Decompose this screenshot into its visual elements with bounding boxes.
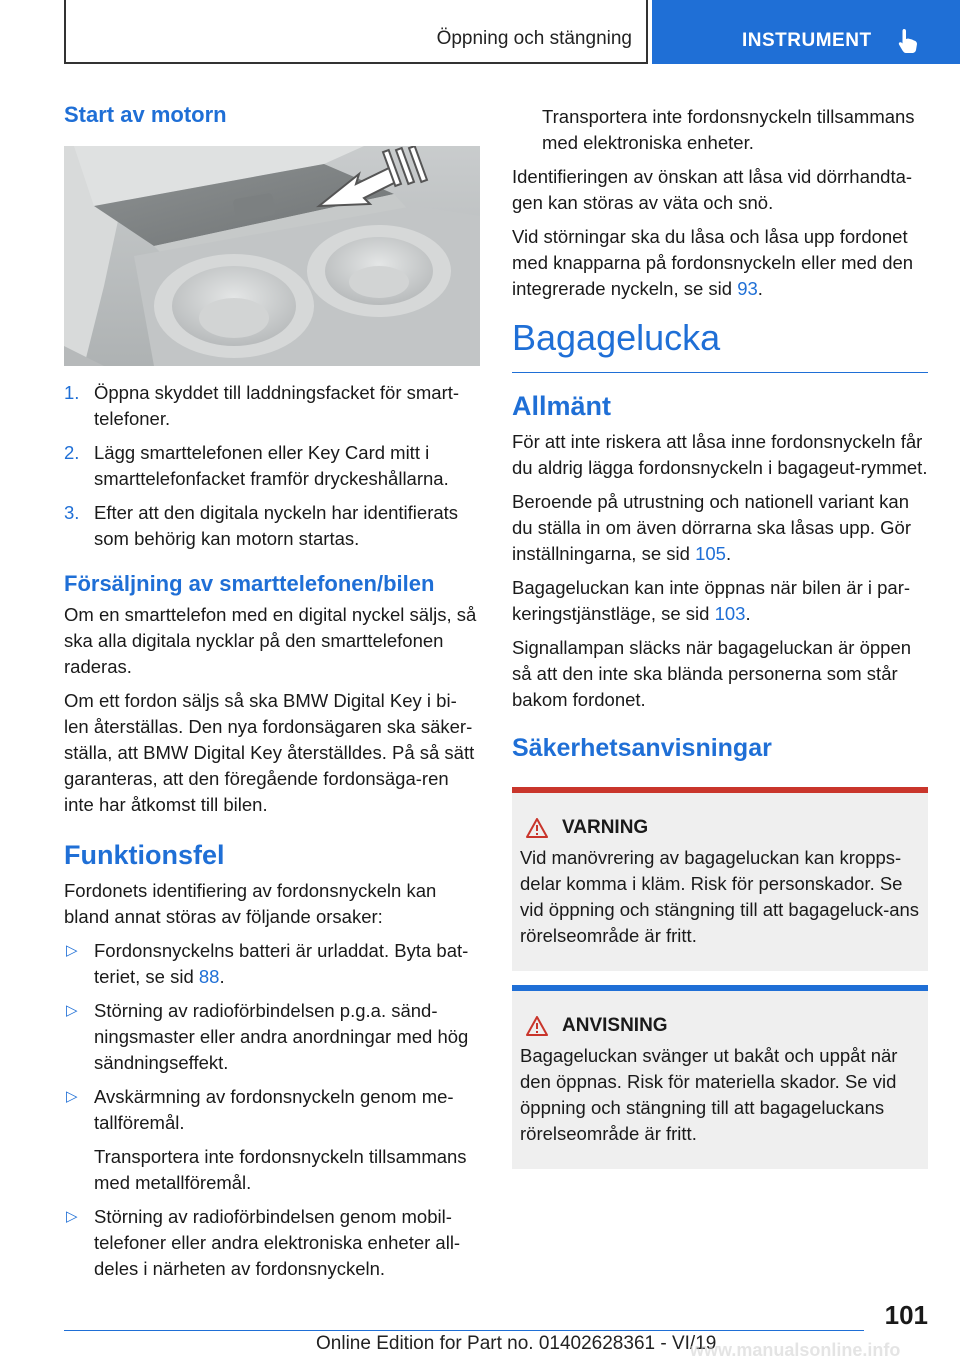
general-paragraph: För att inte riskera att låsa inne fordonsnyckeln får du aldrig lägga fordonsnyckeln i bagageut-rymmet. [512, 431, 928, 478]
sale-paragraph-2: Om ett fordon säljs så ska BMW Digital Key i bi-len återställas. Den nya fordonsägaren ska säker-ställa, att BMW Digital Key återställdes. På så sätt garanteras, att den föregående fordonsäga-ren inte har åtkomst till bilen. [64, 690, 475, 815]
step-2-number: 2. [64, 442, 80, 463]
notice-box [512, 985, 928, 1169]
period: . [745, 603, 751, 624]
signal-paragraph: Signallampan släcks när bagageluckan är öppen så att den inte ska blända personerna som står bakom fordonet. [512, 637, 912, 710]
sale-heading: Försäljning av smarttelefonen/bilen [64, 571, 435, 596]
period: . [725, 543, 732, 564]
triangle-bullet-icon: ▷ [66, 1088, 78, 1105]
step-1-text: Öppna skyddet till laddningsfacket för smart-telefoner. [94, 382, 460, 429]
step-1-number: 1. [64, 382, 80, 403]
notice-title: ANVISNING [562, 1015, 668, 1036]
step-2 [64, 440, 480, 492]
bullet-shielding [64, 1084, 480, 1136]
step-3-number: 3. [64, 502, 80, 523]
fault-paragraph [512, 224, 928, 302]
bullet-radio-masts [64, 998, 480, 1076]
fault-paragraph-text: Vid störningar ska du låsa och låsa upp fordonet med knapparna på fordonsnyckeln eller med den integrerade nyckeln, se sid [512, 226, 914, 299]
malfunction-intro: Fordonets identifiering av fordonsnyckeln kan bland annat störas av följande orsaker: [64, 880, 437, 927]
bullet-mobile-phones-text: Störning av radioförbindelsen genom mobil-telefoner eller andra elektroniska enheter all-deles i närheten av fordonsnyckeln. [94, 1206, 461, 1279]
notice-text: Bagageluckan svänger ut bakåt och uppåt när den öppnas. Risk för materiella skador. Se vid öppning och stängning till att bagageluckans rörelseområde är fritt. [520, 1045, 898, 1144]
warning-box [512, 787, 928, 971]
warning-text: Vid manövrering av bagageluckan kan kropps-delar komma i kläm. Risk för personskador. Se vid öppning och stängning till att bagageluck-ans rörelseområde är fritt. [520, 847, 920, 946]
bullet-shielding-text: Avskärmning av fordonsnyckeln genom me-tallföremål. [94, 1086, 454, 1133]
malfunction-heading: Funktionsfel [64, 840, 225, 870]
bullet-shielding-sub: Transportera inte fordonsnyckeln tillsammans med metallföremål. [94, 1146, 467, 1193]
equipment-paragraph [512, 489, 928, 567]
footer-divider [64, 1330, 864, 1331]
page-number: 101 [884, 1300, 928, 1330]
bullet-mobile-phones [64, 1204, 480, 1282]
step-1 [64, 380, 480, 432]
page-link-88[interactable]: 88 [198, 966, 220, 987]
notice-title-row [520, 1013, 920, 1039]
warning-title-row [520, 815, 920, 841]
header-section-title: Öppning och stängning [436, 28, 632, 49]
safety-heading: Säkerhetsanvisningar [512, 734, 772, 762]
header-tab-label: INSTRUMENT [742, 30, 872, 51]
footer-edition [316, 1333, 716, 1355]
triangle-bullet-icon: ▷ [66, 1208, 78, 1225]
warning-title: VARNING [562, 817, 649, 838]
phone-tray-photo [64, 146, 480, 366]
bullet-radio-masts-text: Störning av radioförbindelsen p.g.a. sänd-ningsmaster eller andra anordningar med hög sändningseffekt. [94, 1000, 469, 1073]
step-3 [64, 500, 480, 552]
footer-watermark: www.manualsonline.info [690, 1340, 901, 1360]
period: . [757, 278, 763, 299]
step-3-text: Efter att den digitala nyckeln har identifierats som behörig kan motorn startas. [94, 502, 459, 549]
footer-edition-text: Online Edition for Part no. 01402628361 - VI/19 [316, 1333, 717, 1354]
caution-triangle-icon [526, 1016, 548, 1036]
start-engine-heading: Start av motorn [64, 102, 227, 127]
snow-paragraph: Identifieringen av önskan att låsa vid dörrhandta-gen kan störas av väta och snö. [512, 166, 913, 213]
page-link-105[interactable]: 105 [695, 543, 726, 564]
bullet-battery-text: Fordonsnyckelns batteri är urladdat. Byta bat-teriet, se sid [94, 940, 469, 987]
parking-paragraph-text: Bagageluckan kan inte öppnas när bilen är i par-keringstjänstläge, se sid [512, 577, 911, 624]
warning-triangle-icon [526, 818, 548, 838]
general-heading: Allmänt [512, 391, 612, 421]
left-column [64, 100, 480, 1290]
period: . [219, 966, 225, 987]
parking-paragraph [512, 575, 928, 627]
pointing-hand-icon [896, 28, 920, 59]
sale-paragraph-1: Om en smarttelefon med en digital nyckel säljs, så ska alla digitala nycklar på den smarttelefonen raderas. [64, 604, 477, 677]
step-2-text: Lägg smarttelefonen eller Key Card mitt i smarttelefonfacket framför dryckeshållarna. [94, 442, 449, 489]
right-column [512, 104, 928, 1169]
bullet-battery [64, 938, 480, 990]
header-tab-instrument[interactable] [652, 0, 960, 64]
triangle-bullet-icon: ▷ [66, 942, 78, 959]
continued-text: Transportera inte fordonsnyckeln tillsammans med elektroniska enheter. [542, 106, 915, 153]
page-link-103[interactable]: 103 [714, 603, 746, 624]
chapter-heading: Bagagelucka [512, 316, 928, 373]
equipment-paragraph-text: Beroende på utrustning och nationell variant kan du ställa in om även dörrarna ska låsas upp. Gör inställningarna, se sid [512, 491, 911, 564]
triangle-bullet-icon: ▷ [66, 1002, 78, 1019]
header-section-box [64, 0, 648, 64]
page-link-93[interactable]: 93 [737, 278, 758, 299]
